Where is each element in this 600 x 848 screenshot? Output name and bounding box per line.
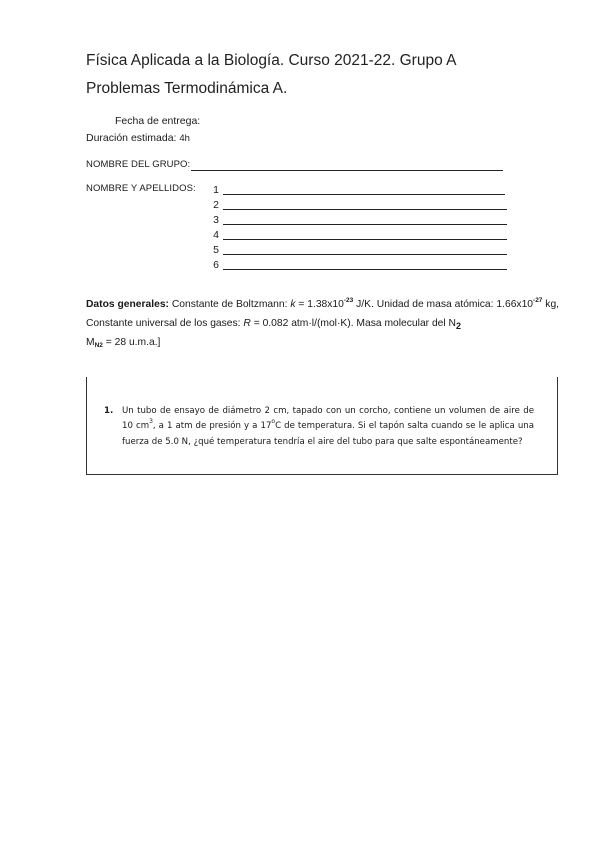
- name-field-5[interactable]: [223, 254, 507, 255]
- document-subtitle: Problemas Termodinámica A.: [86, 80, 288, 97]
- problem-text-part: C de temperatura. Si el tapón salta cuando se le aplica una fuerza de 5.0 N, ¿qué temperatura tendría el aire del tubo para que salte espontáneamente?: [122, 421, 534, 447]
- row-number: 5: [213, 244, 219, 256]
- duration-label: Duración estimada:: [86, 132, 180, 144]
- general-text: = 0.082 atm·l/(mol·K). Masa molecular del N: [250, 318, 456, 329]
- due-date-label: Fecha de entrega:: [115, 115, 201, 127]
- general-text: J/K. Unidad de masa atómica: 1.66x10: [353, 299, 534, 310]
- general-text: M: [86, 337, 95, 348]
- row-number: 1: [213, 184, 219, 196]
- row-number: 4: [213, 229, 219, 241]
- row-number: 3: [213, 214, 219, 226]
- general-data: [86, 295, 562, 352]
- problem-text-part: Un tubo de ensayo de diámetro 2 cm, tapado con un corcho, contiene un volumen de aire de 10 cm: [122, 406, 534, 432]
- boltzmann-symbol: k: [290, 299, 296, 310]
- document-title: Física Aplicada a la Biología. Curso 2021-22. Grupo A: [86, 52, 457, 69]
- gas-constant-symbol: R: [243, 318, 251, 329]
- general-text: = 1.38x10: [295, 299, 344, 310]
- superscript: 3: [149, 418, 153, 426]
- problem-text-part: , a 1 atm de presión y a 17: [152, 421, 272, 432]
- general-text: kg, Constante universal de los gases:: [86, 299, 560, 329]
- superscript: o: [271, 418, 276, 426]
- subscript: N2: [94, 342, 103, 349]
- general-data-label: Datos generales:: [86, 299, 169, 310]
- name-field-2[interactable]: [223, 209, 507, 210]
- general-text: = 28 u.m.a.]: [102, 337, 161, 348]
- name-field-1[interactable]: [223, 194, 505, 195]
- names-label: NOMBRE Y APELLIDOS:: [86, 183, 196, 194]
- name-field-6[interactable]: [223, 269, 507, 270]
- exponent: -27: [533, 297, 543, 304]
- row-number: 6: [213, 259, 219, 271]
- duration-line: [86, 132, 190, 144]
- problem-text: [122, 404, 534, 450]
- row-number: 2: [213, 199, 219, 211]
- subscript: 2: [456, 321, 462, 331]
- duration-value: 4h: [179, 133, 190, 144]
- problem-number: 1.: [104, 406, 114, 416]
- problem-1: [104, 404, 534, 450]
- general-text: Constante de Boltzmann:: [168, 299, 291, 310]
- group-name-label: NOMBRE DEL GRUPO:: [86, 159, 191, 170]
- exponent: -23: [343, 297, 354, 304]
- group-name-field[interactable]: [191, 170, 503, 171]
- name-field-4[interactable]: [223, 239, 507, 240]
- name-field-3[interactable]: [223, 224, 507, 225]
